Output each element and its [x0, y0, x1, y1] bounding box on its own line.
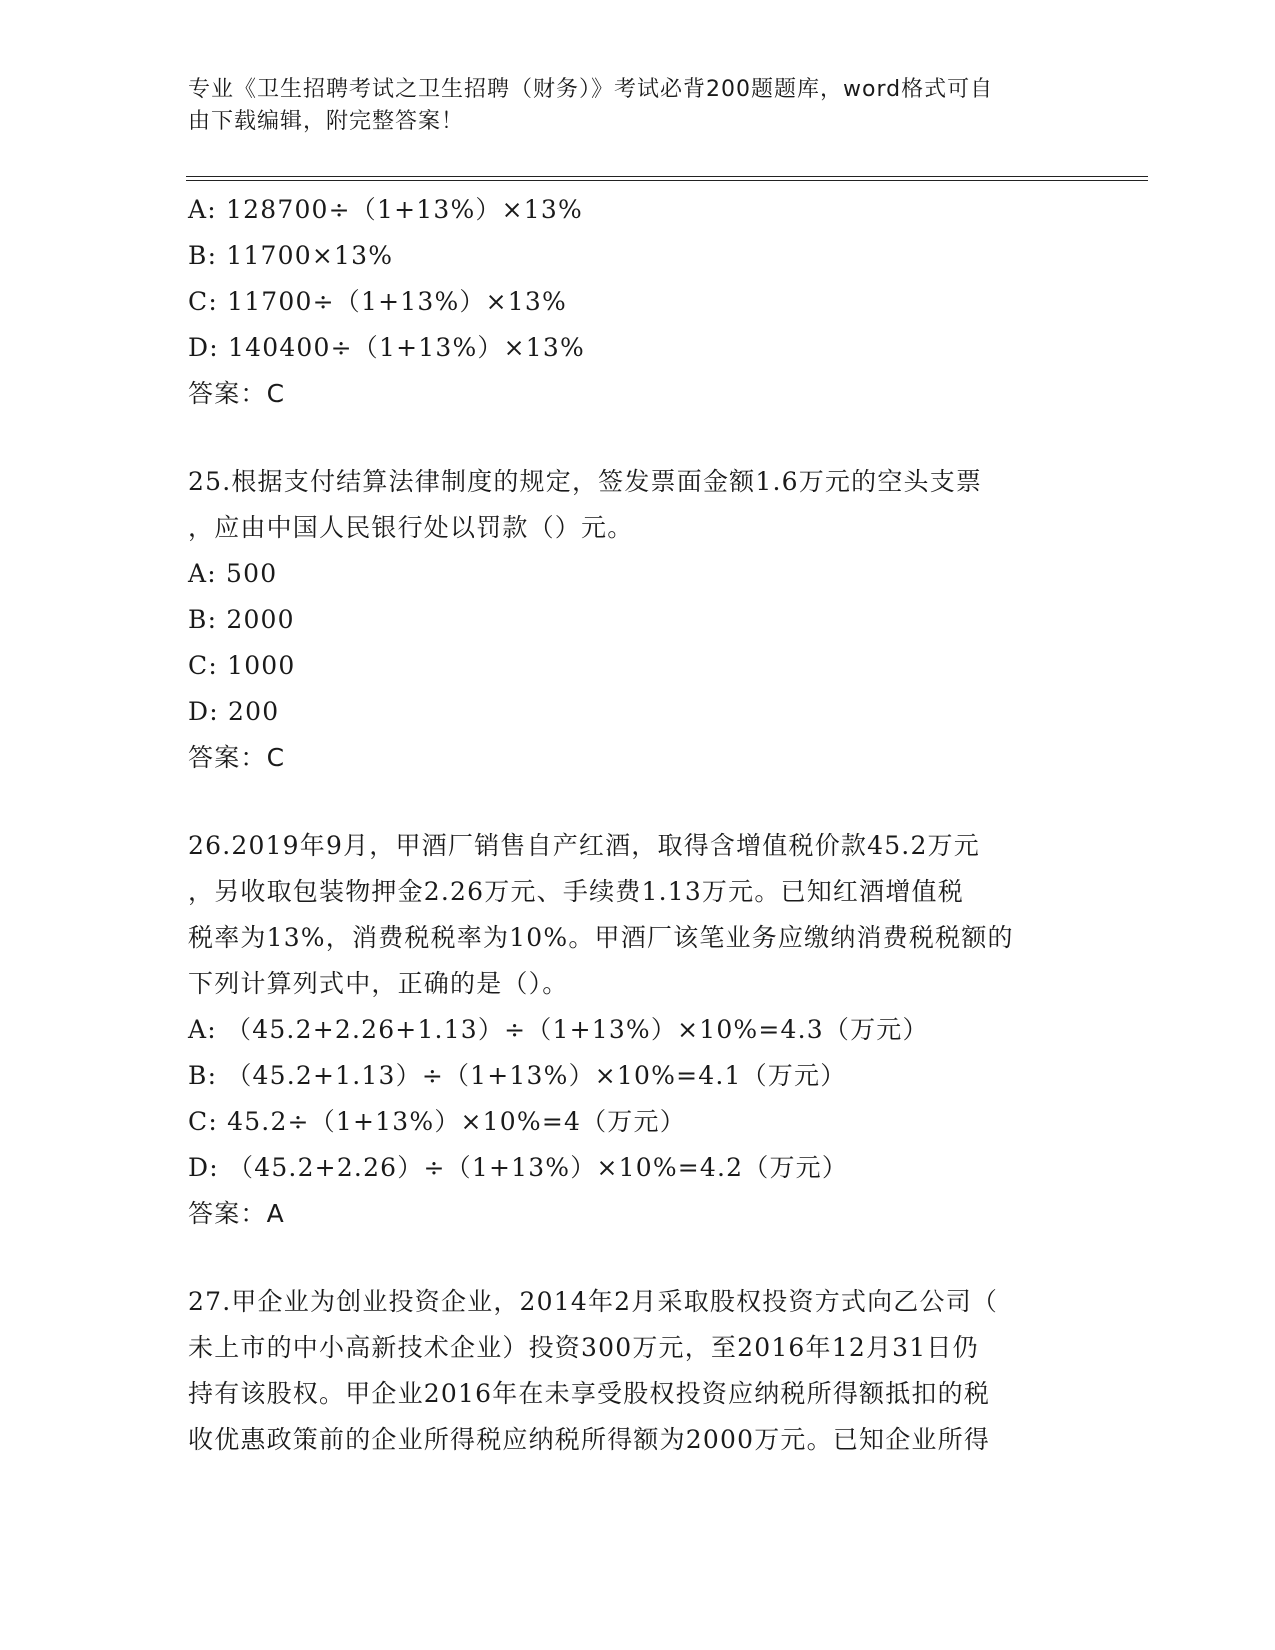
option-b: B: （45.2+1.13）÷（1+13%）×10%=4.1（万元）	[188, 1061, 847, 1090]
answer: 答案：C	[188, 379, 286, 408]
header-divider	[186, 176, 1148, 181]
answer: 答案：C	[188, 743, 286, 772]
spacer	[188, 417, 1088, 459]
question-content	[188, 187, 1088, 1463]
question-stem-line: 收优惠政策前的企业所得税应纳税所得额为2000万元。已知企业所得	[188, 1425, 991, 1454]
question-stem-line: 下列计算列式中，正确的是（）。	[188, 969, 569, 998]
question-24	[188, 187, 1088, 417]
question-stem-line: ，另收取包装物押金2.26万元、手续费1.13万元。已知红酒增值税	[188, 877, 964, 906]
question-stem-line: ，应由中国人民银行处以罚款（）元。	[188, 513, 634, 542]
option-c: C: 11700÷（1+13%）×13%	[188, 287, 567, 316]
question-stem-line: 26.2019年9月，甲酒厂销售自产红酒，取得含增值税价款45.2万元	[188, 831, 980, 860]
question-26	[188, 823, 1088, 1237]
spacer	[188, 781, 1088, 823]
question-27	[188, 1279, 1088, 1463]
option-d: D: （45.2+2.26）÷（1+13%）×10%=4.2（万元）	[188, 1153, 849, 1182]
spacer	[188, 1237, 1088, 1279]
question-stem-line: 25.根据支付结算法律制度的规定，签发票面金额1.6万元的空头支票	[188, 467, 983, 496]
header-line-1: 专业《卫生招聘考试之卫生招聘（财务）》考试必背200题题库，word格式可自	[188, 77, 994, 102]
question-stem-line: 税率为13%，消费税税率为10%。甲酒厂该笔业务应缴纳消费税税额的	[188, 923, 1014, 952]
option-b: B: 11700×13%	[188, 241, 394, 270]
question-stem-line: 持有该股权。甲企业2016年在未享受股权投资应纳税所得额抵扣的税	[188, 1379, 991, 1408]
question-25	[188, 459, 1088, 781]
question-stem-line: 未上市的中小高新技术企业）投资300万元，至2016年12月31日仍	[188, 1333, 979, 1362]
option-c: C: 1000	[188, 651, 296, 680]
option-b: B: 2000	[188, 605, 295, 634]
document-header	[188, 74, 1078, 138]
option-a: A: 128700÷（1+13%）×13%	[188, 195, 583, 224]
option-d: D: 200	[188, 697, 280, 726]
option-a: A: （45.2+2.26+1.13）÷（1+13%）×10%=4.3（万元）	[188, 1015, 929, 1044]
header-line-2: 由下载编辑，附完整答案！	[188, 109, 465, 134]
option-c: C: 45.2÷（1+13%）×10%=4（万元）	[188, 1107, 686, 1136]
answer: 答案：A	[188, 1199, 285, 1228]
option-a: A: 500	[188, 559, 278, 588]
option-d: D: 140400÷（1+13%）×13%	[188, 333, 585, 362]
question-stem-line: 27.甲企业为创业投资企业，2014年2月采取股权投资方式向乙公司（	[188, 1287, 999, 1316]
